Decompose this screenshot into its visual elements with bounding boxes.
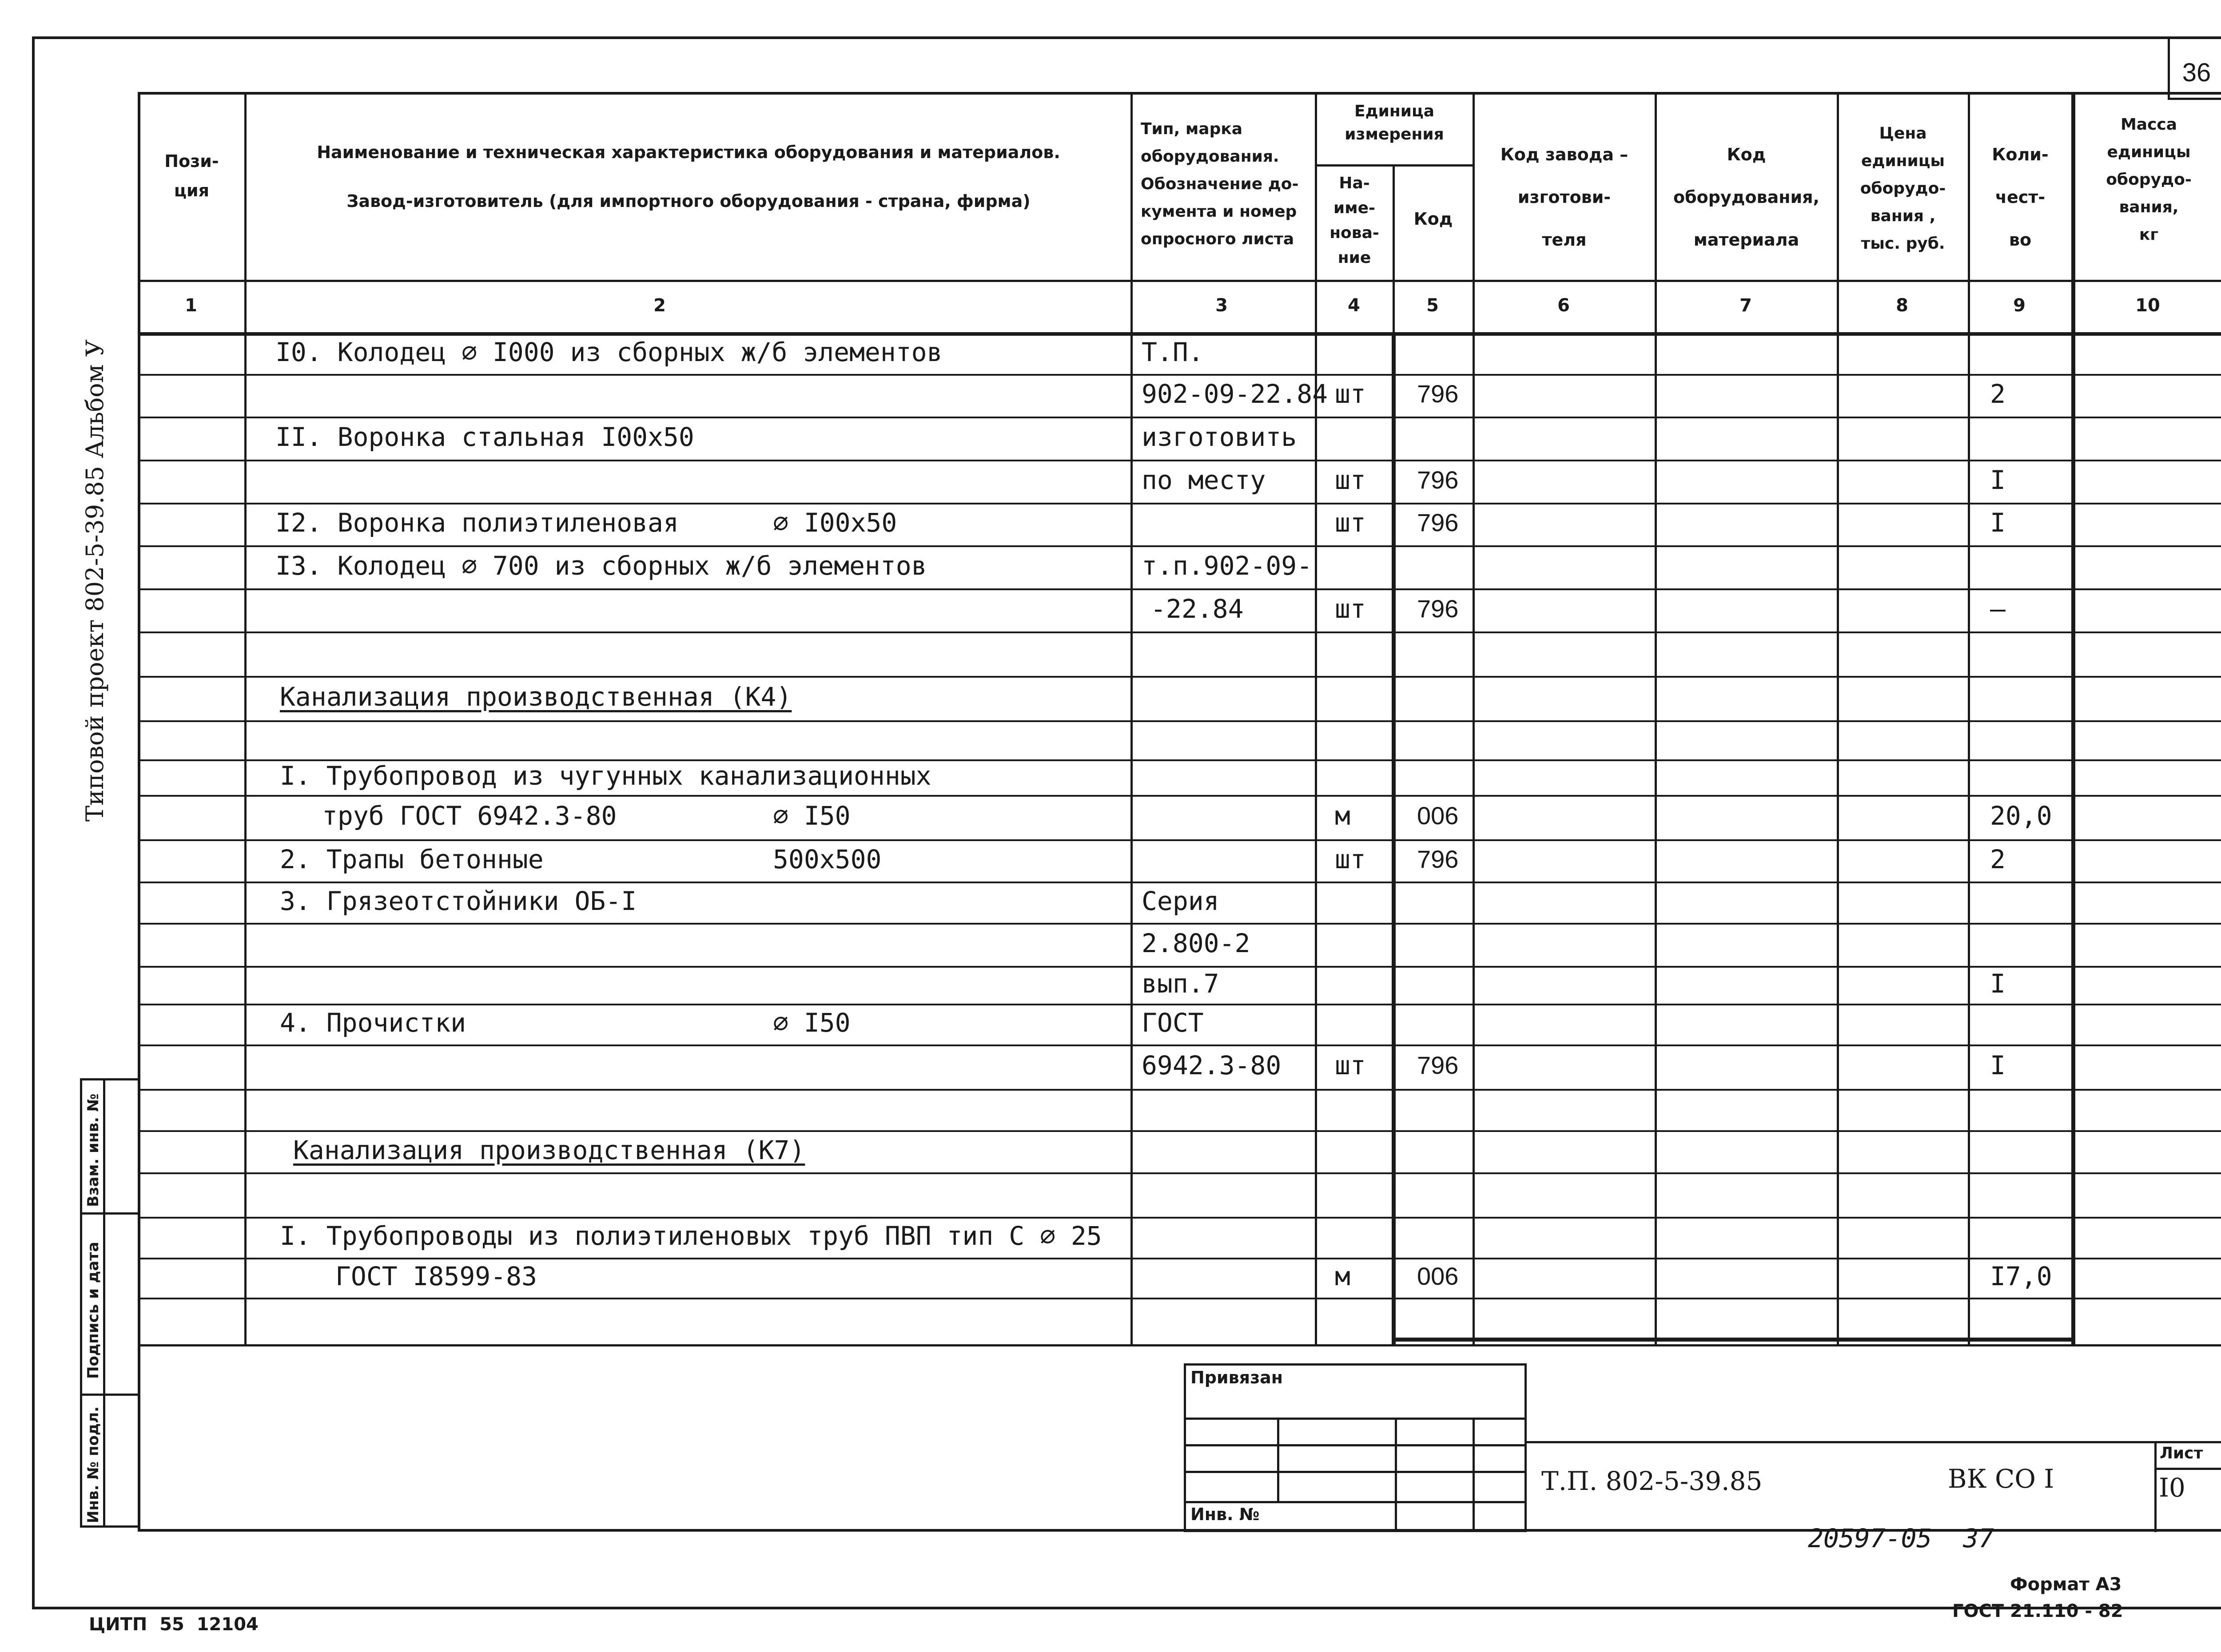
row-type: ГОСТ [1142,1008,1204,1038]
inv-no-label: Инв. № [1190,1505,1260,1524]
bold-bottom [1392,1338,2075,1342]
sheet-label: Лист [2160,1444,2203,1462]
row-qty: I [1990,1050,2006,1080]
row-type: по месту [1142,465,1266,495]
row-line [139,545,2221,547]
row-name-dim: ∅ I50 [773,1008,851,1038]
title-block-top [1527,1441,2221,1443]
row-code: 006 [1417,802,1459,830]
table-bottom [138,1344,2221,1346]
row-name-dim: ∅ I00х50 [773,508,897,538]
privyazan-v2 [1395,1418,1397,1532]
header-mass: Масса единицы оборудо- вания, кг [2106,115,2192,244]
row-name: II. Воронка стальная I00х50 [275,421,694,452]
row-type: 2.800-2 [1142,928,1250,958]
row-line [139,374,2221,376]
unit-header-split [1315,164,1473,167]
header-unit: Единица измерения [1345,102,1444,143]
row-type: 902-09-22.84 [1142,379,1328,409]
sheet-box-split [2154,1468,2221,1470]
colnum-bottom [138,332,2221,336]
header-unit-name: На- име- нова- ние [1329,174,1379,267]
row-line [139,417,2221,418]
header-name-line1: Наименование и техническая характеристика оборудования и материалов. [317,143,1060,162]
row-line [139,1089,2221,1091]
privyazan-line2 [1184,1444,1527,1446]
row-code: 006 [1417,1262,1459,1290]
row-type: -22.84 [1150,593,1244,624]
row-line [139,795,2221,797]
privyazan-line3 [1184,1471,1527,1473]
colnum-10: 10 [2135,295,2160,316]
row-qty: 2 [1990,844,2006,874]
header-type: Тип, марка оборудования. Обозначение до- кумента и номер опросного листа [1141,120,1299,248]
row-line [139,1130,2221,1132]
row-name: 3. Грязеотстойники ОБ-I [280,886,637,916]
row-line [139,1172,2221,1174]
header-equipment-code: Код оборудования, материала [1673,145,1819,250]
row-name-dim: 500х500 [773,844,882,874]
stamp-inv-podl: Инв. № подл. [84,1406,102,1523]
row-qty: 20,0 [1990,801,2052,831]
page-number-divider [2168,36,2170,98]
row-line [139,882,2221,883]
page-number: 36 [2182,58,2211,87]
album-label: Типовой проект 802-5-39.85 Альбом У [81,339,109,822]
header-price: Цена единицы оборудо- вания , тыс. руб. [1860,124,1946,253]
colnum-8: 8 [1896,295,1908,316]
sheet-number: I0 [2159,1473,2185,1503]
row-name: Канализация производственная (К7) [293,1135,805,1165]
side-stamp-line1 [80,1212,140,1215]
printer-label: ЦИТП 55 12104 [89,1614,259,1635]
colnum-4: 4 [1348,295,1360,316]
row-unit: шт [1335,379,1366,409]
privyazan-line4 [1184,1501,1527,1503]
side-stamp-divider [103,1078,105,1528]
row-unit: шт [1335,844,1366,874]
header-unit-code: Код [1413,209,1453,229]
privyazan-v1 [1277,1418,1279,1501]
header-name-line2: Завод-изготовитель (для импортного оборудования - страна, фирма) [346,191,1031,211]
row-unit: шт [1335,593,1366,624]
row-code: 796 [1417,465,1459,494]
row-code: 796 [1417,380,1459,408]
privyazan-label: Привязан [1190,1368,1283,1387]
header-position: Пози- ция [164,151,219,200]
header-bottom [138,280,2221,282]
row-type: Серия [1142,886,1219,916]
colnum-3: 3 [1215,295,1228,316]
colnum-1: 1 [185,295,197,316]
row-line [139,1044,2221,1046]
row-unit: м [1335,1261,1350,1291]
row-name: 4. Прочистки [280,1008,466,1038]
row-unit: шт [1335,1050,1366,1080]
row-qty: I [1990,508,2006,538]
row-line [139,460,2221,461]
row-line [139,839,2221,841]
row-name-dim: ∅ I50 [773,801,851,831]
handwritten-number: 20597-05 37 [1808,1523,1994,1553]
row-line [139,923,2221,925]
sheet-box-left [2154,1441,2157,1532]
side-stamp-line2 [80,1394,140,1396]
header-quantity: Коли- чест- во [1992,145,2049,250]
row-line [139,1298,2221,1299]
colnum-9: 9 [2013,295,2026,316]
stamp-vzam-inv: Взам. инв. № [84,1093,102,1207]
row-qty: I [1990,968,2006,999]
col-line-4-bold [1392,333,1396,1344]
row-unit: шт [1335,465,1366,495]
doc-code: ВК СО I [1948,1464,2054,1494]
row-line [139,1217,2221,1219]
row-name: труб ГОСТ 6942.3-80 [322,801,617,831]
row-type: изготовить [1142,421,1297,452]
row-name: I. Трубопроводы из полиэтиленовых труб ПВП тип С ∅ 25 [280,1221,1102,1251]
row-qty: I [1990,465,2006,495]
row-code: 796 [1417,594,1459,623]
colnum-6: 6 [1557,295,1570,316]
row-name: I0. Колодец ∅ I000 из сборных ж/б элементов [275,337,943,367]
row-type: т.п.902-09- [1142,550,1313,581]
row-qty: – [1990,593,2006,624]
row-line [139,1004,2221,1005]
row-code: 796 [1417,508,1459,536]
privyazan-v3 [1473,1418,1475,1532]
colnum-7: 7 [1739,295,1752,316]
row-type: Т.П. [1142,337,1204,367]
colnum-5: 5 [1426,295,1439,316]
row-code: 796 [1417,845,1459,873]
gost-label: ГОСТ 21.110 - 82 [1952,1601,2123,1621]
format-label: Формат А3 [2010,1574,2122,1595]
row-name: 2. Трапы бетонные [280,844,544,874]
row-line [139,1258,2221,1259]
row-name: I. Трубопровод из чугунных канализационных [280,761,931,791]
row-type: вып.7 [1142,968,1219,999]
row-name: I2. Воронка полиэтиленовая [275,508,679,538]
designation: Т.П. 802-5-39.85 [1541,1466,1763,1496]
row-qty: 2 [1990,379,2006,409]
row-type: 6942.3-80 [1142,1050,1282,1080]
row-name: I3. Колодец ∅ 700 из сборных ж/б элементов [275,550,927,581]
row-line [139,720,2221,722]
row-qty: I7,0 [1990,1261,2052,1291]
row-unit: шт [1335,508,1366,538]
header-factory-code: Код завода – изготови- теля [1500,145,1628,250]
colnum-2: 2 [653,295,666,316]
row-line [139,503,2221,504]
row-line [139,676,2221,678]
row-name: ГОСТ I8599-83 [335,1261,537,1291]
row-line [139,588,2221,590]
stamp-podpis-data: Подпись и дата [84,1242,102,1379]
row-name: Канализация производственная (К4) [280,682,792,712]
row-unit: м [1335,801,1350,831]
privyazan-line1 [1184,1418,1527,1420]
row-line [139,631,2221,633]
row-code: 796 [1417,1051,1459,1079]
row-line [139,966,2221,968]
